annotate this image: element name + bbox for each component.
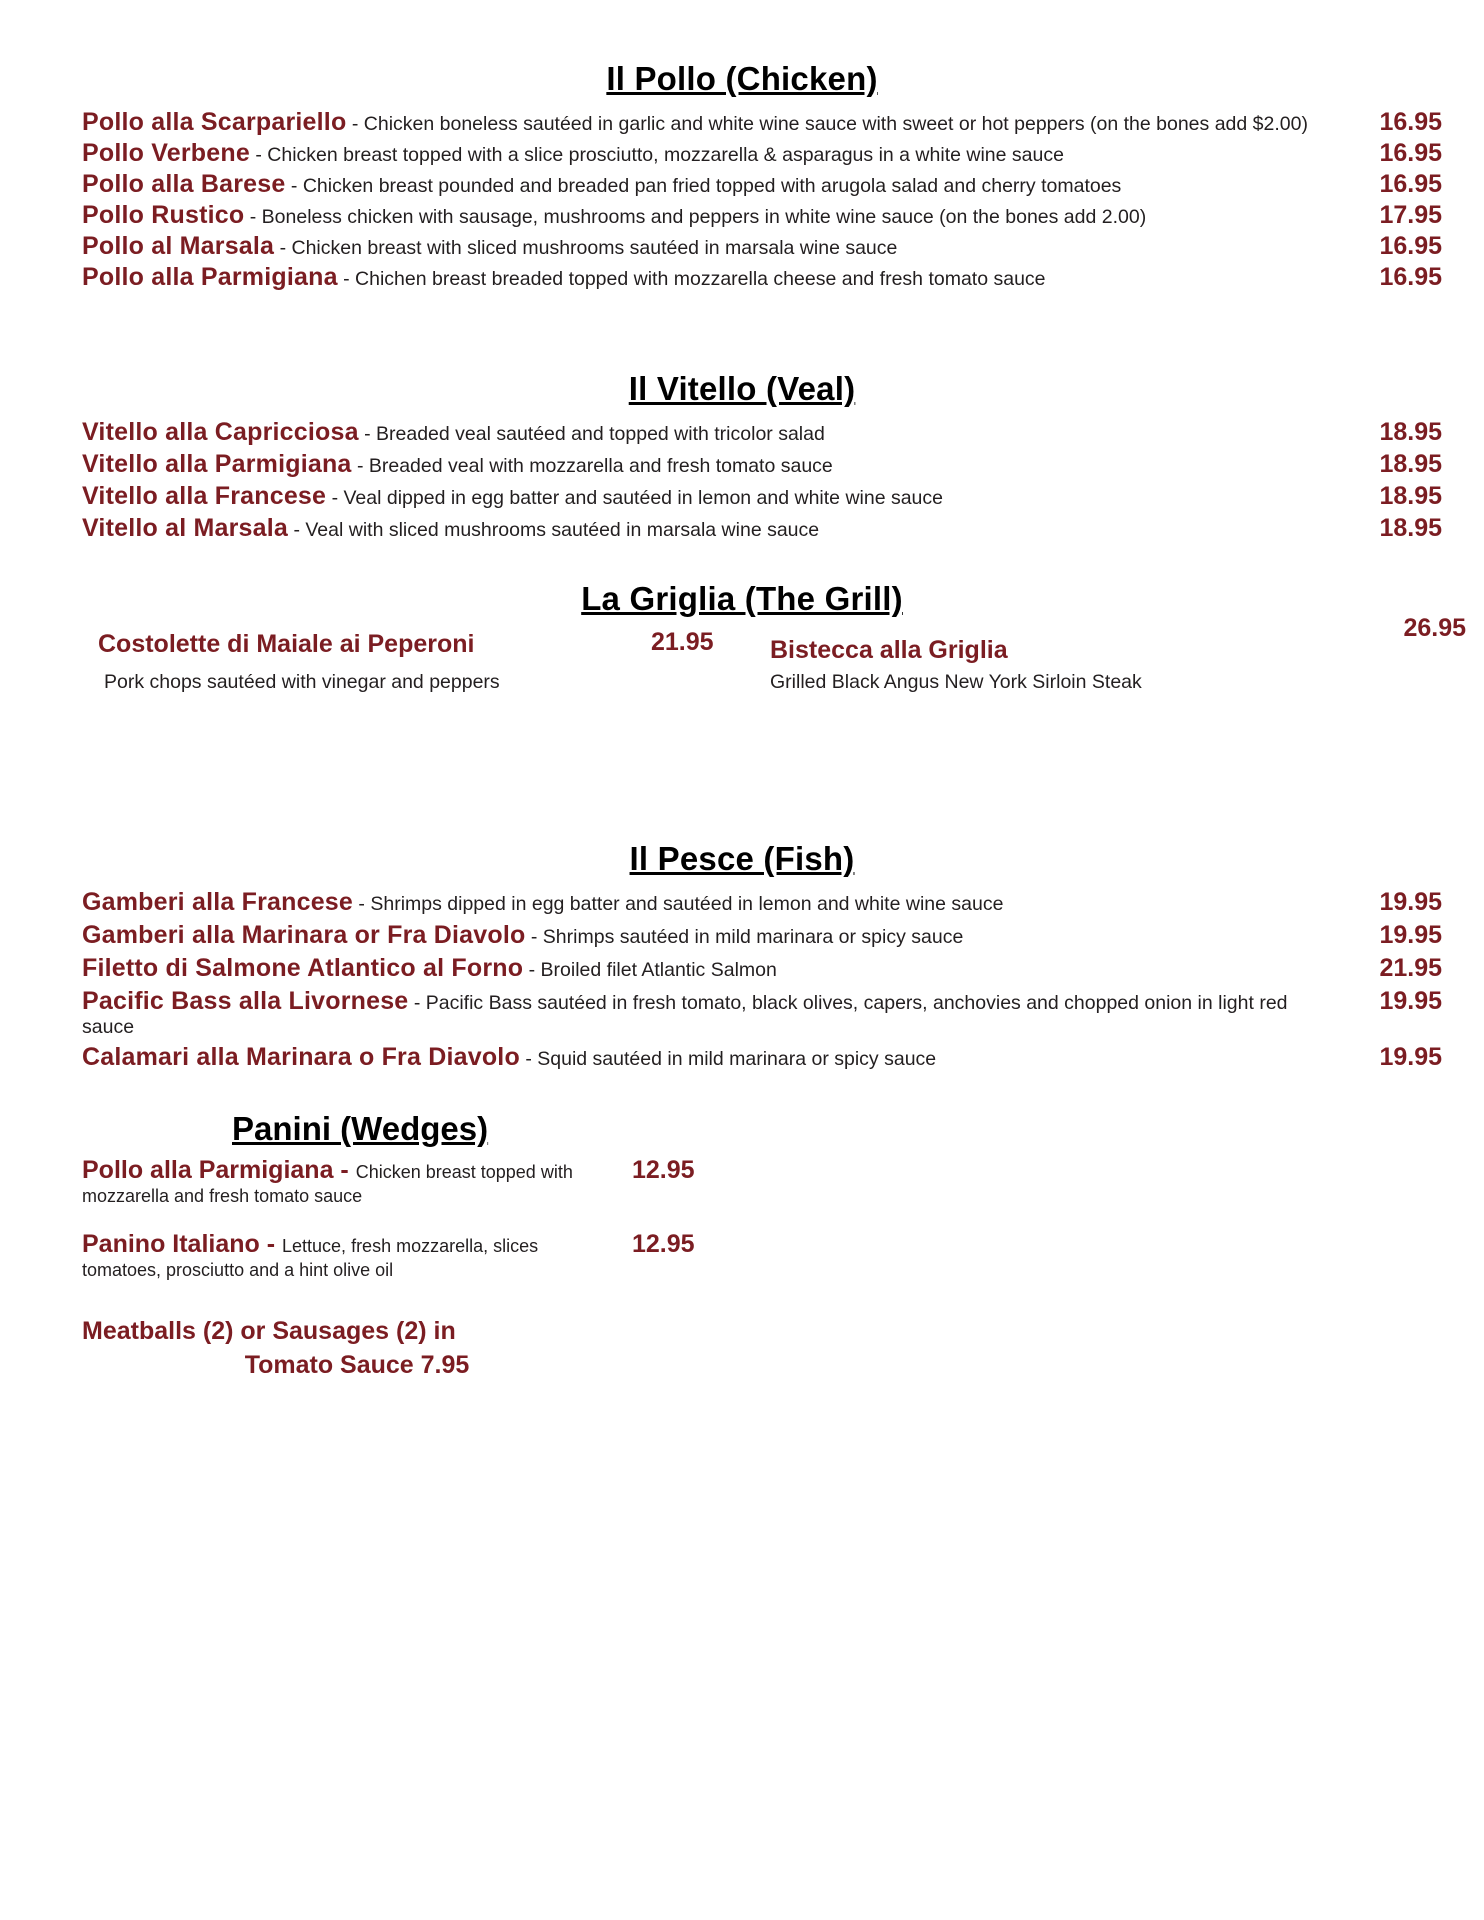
section-title-veal: Il Vitello (Veal)	[628, 370, 856, 407]
item-name: Vitello alla Francese	[82, 482, 327, 510]
item-description: - Chicken breast pounded and breaded pan fried topped with arugola salad and cherry tomatoes	[285, 175, 1122, 197]
menu-item	[82, 139, 1460, 168]
menu-item	[82, 263, 1460, 292]
item-price: 16.95	[1379, 263, 1442, 291]
item-name: Calamari alla Marinara o Fra Diavolo	[82, 1043, 520, 1071]
item-dash: -	[333, 1156, 356, 1184]
menu-item	[98, 628, 714, 694]
item-description: - Shrimps sautéed in mild marinara or spicy sauce	[525, 926, 964, 948]
item-description: Pork chops sautéed with vinegar and peppers	[104, 670, 500, 693]
item-price: 19.95	[1379, 921, 1442, 949]
item-dash: -	[259, 1229, 283, 1258]
item-price: 12.95	[632, 1229, 695, 1258]
menu-item	[82, 418, 1460, 447]
section-panini	[0, 1110, 1484, 1383]
item-description: - Veal dipped in egg batter and sautéed in lemon and white wine sauce	[326, 487, 943, 509]
item-name: Vitello alla Parmigiana	[82, 450, 352, 478]
item-name: Pollo Verbene	[82, 139, 250, 167]
footer-note	[0, 1315, 602, 1383]
item-price: 21.95	[1379, 954, 1442, 982]
menu-item	[82, 170, 1460, 199]
menu-item	[82, 514, 1460, 543]
menu-item	[82, 1229, 695, 1282]
item-price: 16.95	[1379, 108, 1442, 136]
fish-item-list	[0, 888, 1484, 1072]
footer-note-line2: Tomato Sauce 7.95	[244, 1350, 470, 1379]
panini-item-list	[0, 1156, 1484, 1281]
item-price: 12.95	[632, 1156, 695, 1184]
grill-item-list	[0, 614, 1484, 748]
section-grill	[0, 580, 1484, 748]
item-name: Pollo Rustico	[82, 201, 245, 229]
menu-item	[82, 232, 1460, 261]
item-price: 19.95	[1379, 1043, 1442, 1071]
menu-item	[82, 987, 1460, 1039]
item-price: 16.95	[1379, 170, 1442, 198]
item-description: - Broiled filet Atlantic Salmon	[523, 959, 777, 981]
item-name: Panino Italiano	[82, 1229, 260, 1258]
item-name: Gamberi alla Marinara or Fra Diavolo	[82, 921, 526, 949]
item-description: - Shrimps dipped in egg batter and sautéed in lemon and white wine sauce	[353, 893, 1004, 915]
spacer	[0, 312, 1484, 370]
item-description: - Breaded veal with mozzarella and fresh tomato sauce	[351, 455, 833, 477]
section-fish	[0, 840, 1484, 1072]
spacer	[0, 748, 1484, 806]
item-name: Vitello alla Capricciosa	[82, 418, 359, 446]
item-price: 19.95	[1379, 888, 1442, 916]
menu-item	[82, 108, 1460, 137]
item-description: - Chicken breast topped with a slice prosciutto, mozzarella & asparagus in a white wine sauce	[249, 144, 1064, 166]
veal-item-list	[0, 418, 1484, 543]
menu-item	[82, 482, 1460, 511]
item-name: Vitello al Marsala	[82, 514, 289, 542]
item-price: 19.95	[1379, 987, 1442, 1015]
item-name: Bistecca alla Griglia	[770, 636, 1008, 664]
menu-item	[770, 636, 1250, 694]
item-description: - Veal with sliced mushrooms sautéed in marsala wine sauce	[288, 519, 820, 541]
menu-item	[82, 201, 1460, 230]
chicken-item-list	[0, 108, 1484, 292]
item-name: Pollo alla Parmigiana	[82, 263, 338, 291]
item-price: 16.95	[1379, 232, 1442, 260]
item-name: Pollo al Marsala	[82, 232, 275, 260]
footer-note-line1: Meatballs (2) or Sausages (2) in	[82, 1317, 456, 1345]
menu-item	[82, 450, 1460, 479]
spacer	[0, 546, 1484, 580]
item-price: 17.95	[1379, 201, 1442, 229]
item-description: - Chichen breast breaded topped with mozzarella cheese and fresh tomato sauce	[337, 268, 1046, 290]
item-description: - Pacific Bass sautéed in fresh tomato, black olives, capers, anchovies and chopped onion in light red sauce	[82, 992, 1288, 1038]
section-title-chicken: Il Pollo (Chicken)	[606, 60, 878, 97]
item-price: 18.95	[1379, 418, 1442, 446]
item-name: Costolette di Maiale ai Peperoni	[98, 630, 475, 658]
menu-item	[82, 1043, 1460, 1072]
spacer	[0, 806, 1484, 840]
menu-item	[82, 954, 1460, 983]
item-name: Pollo alla Parmigiana	[82, 1156, 334, 1184]
item-description: - Breaded veal sautéed and topped with tricolor salad	[358, 423, 825, 445]
item-description: - Boneless chicken with sausage, mushrooms and peppers in white wine sauce (on the bones add 2.00)	[244, 206, 1147, 228]
menu-item	[82, 888, 1460, 917]
item-description: Grilled Black Angus New York Sirloin Steak	[770, 671, 1142, 693]
menu-item	[82, 921, 1460, 950]
section-veal	[0, 370, 1484, 543]
menu-item	[82, 1156, 695, 1208]
spacer	[0, 1076, 1484, 1110]
item-description: Chicken breast topped with mozzarella and fresh tomato sauce	[82, 1162, 573, 1206]
section-title-fish: Il Pesce (Fish)	[629, 840, 855, 877]
item-price: 21.95	[651, 628, 714, 656]
section-chicken	[0, 60, 1484, 292]
section-title-grill: La Griglia (The Grill)	[581, 580, 903, 617]
item-price: 18.95	[1379, 482, 1442, 510]
item-description: Lettuce, fresh mozzarella, slices tomatoes, prosciutto and a hint olive oil	[82, 1235, 539, 1280]
item-price: 18.95	[1379, 514, 1442, 542]
item-name: Pollo alla Scarpariello	[82, 108, 347, 136]
section-title-panini: Panini (Wedges)	[232, 1110, 489, 1147]
item-name: Pacific Bass alla Livornese	[82, 987, 409, 1015]
item-price: 18.95	[1379, 450, 1442, 478]
item-name: Filetto di Salmone Atlantico al Forno	[82, 954, 524, 982]
item-name: Pollo alla Barese	[82, 170, 286, 198]
item-description: - Chicken boneless sautéed in garlic and white wine sauce with sweet or hot peppers (on the bones add $2.00)	[346, 113, 1308, 135]
item-name: Gamberi alla Francese	[82, 888, 354, 916]
item-description: - Chicken breast with sliced mushrooms sautéed in marsala wine sauce	[274, 237, 898, 259]
item-description: - Squid sautéed in mild marinara or spicy sauce	[519, 1048, 937, 1070]
item-price: 26.95	[1403, 614, 1466, 642]
item-price: 16.95	[1379, 139, 1442, 167]
